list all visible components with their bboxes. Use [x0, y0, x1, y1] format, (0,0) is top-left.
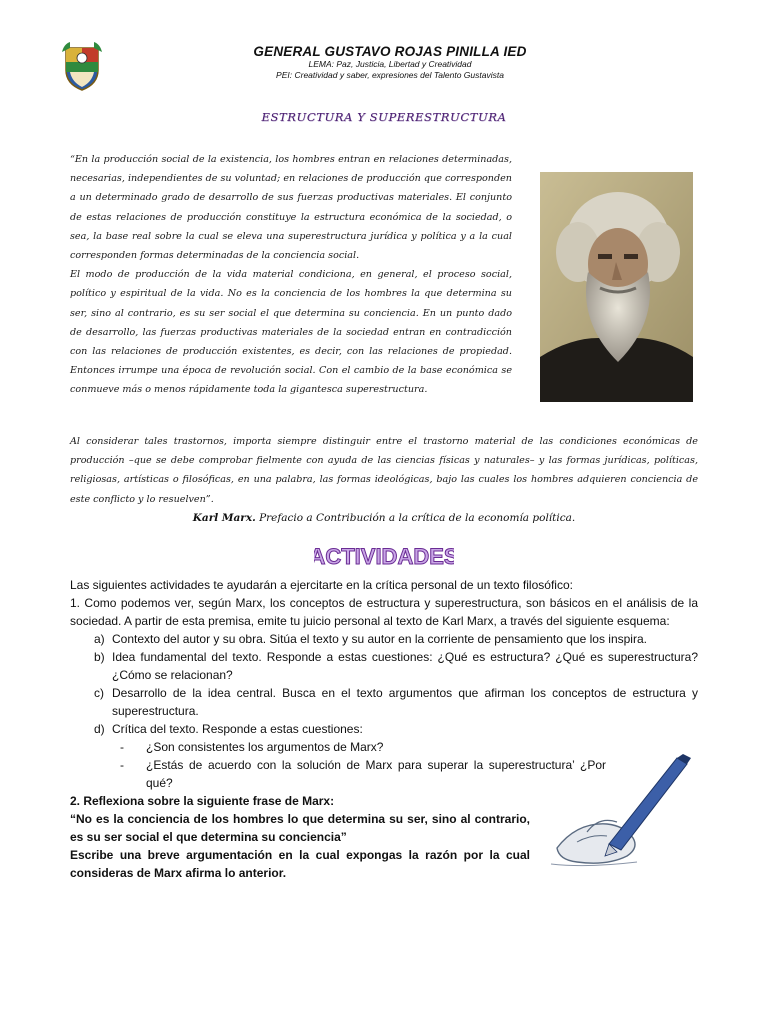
karl-marx-portrait [540, 172, 693, 402]
question-2: 2. Reflexiona sobre la siguiente frase de Marx: [70, 794, 335, 808]
list-marker: a) [94, 632, 105, 646]
list-item-text: Contexto del autor y su obra. Sitúa el texto y su autor en la corriente de pensamiento que los inspira. [112, 632, 647, 646]
citation-author: Karl Marx. [192, 512, 256, 524]
quote-block [70, 150, 512, 400]
school-name: GENERAL GUSTAVO ROJAS PINILLA IED [253, 44, 527, 59]
quote-paragraph-2: El modo de producción de la vida material condiciona, en general, el proceso social, político y espiritual de la vida. No es la conciencia de los hombres la que determina su ser, sino al contrario, es su ser social el que determina su conciencia. En un punto dado de desarrollo, las fuerzas productivas materiales de la sociedad entran en contradicción con las relaciones de producción existentes, es decir, con las relaciones de propiedad. Entonces irrumpe una época de revolución social. Con el cambio de la base económica se conmueve más o menos rápidamente toda la gigantesca superestructura. [70, 269, 512, 396]
list-marker: c) [94, 686, 104, 700]
list-item [70, 648, 698, 684]
document-title: ESTRUCTURA Y SUPERESTRUCTURA [261, 110, 507, 124]
sub-list-item [70, 756, 606, 792]
list-item [70, 630, 698, 648]
activities-heading [314, 541, 454, 571]
sub-list-item-text: ¿Estás de acuerdo con la solución de Marx para superar la superestructura’ ¿Por qué? [146, 758, 606, 790]
document-header [180, 44, 600, 81]
sub-list-item-text: ¿Son consistentes los argumentos de Marx? [146, 740, 384, 754]
list-marker: d) [94, 722, 105, 736]
list-item [70, 684, 698, 720]
list-item-text: Desarrollo de la idea central. Busca en el texto argumentos que afirman los conceptos de estructura y superestructura. [112, 686, 698, 718]
question-2-task: Escribe una breve argumentación en la cual expongas la razón por la cual consideras de Marx afirma lo anterior. [70, 848, 530, 880]
citation-work: Prefacio a Contribución a la crítica de la economía política. [259, 512, 576, 524]
activities-heading-text: ACTIVIDADES [314, 544, 454, 569]
quote-paragraph-3: Al considerar tales trastornos, importa siempre distinguir entre el trastorno material de las condiciones económicas de producción –que se debe comprobar fielmente con ayuda de las ciencias físicas y naturales– y las formas jurídicas, políticas, religiosas, artísticas o filosóficas, en una palabra, las formas ideológicas, bajo las cuales los hombres adquieren conciencia de este conflicto y lo resuelven”. [70, 436, 698, 505]
question-1: 1. Como podemos ver, según Marx, los conceptos de estructura y superestructura, son básicos en el análisis de la sociedad. A partir de esta premisa, emite tu juicio personal al texto de Karl Marx, a través del siguiente esquema: [70, 596, 698, 628]
list-marker: b) [94, 650, 105, 664]
school-motto: LEMA: Paz, Justicia, Libertad y Creatividad [308, 59, 472, 69]
list-item [70, 720, 698, 738]
activities-heading-wrap [0, 541, 768, 576]
school-crest-icon [62, 42, 102, 92]
list-item-text: Crítica del texto. Responde a estas cuestiones: [112, 722, 363, 736]
list-item-text: Idea fundamental del texto. Responde a estas cuestiones: ¿Qué es estructura? ¿Qué es superestructura? ¿Cómo se relacionan? [112, 650, 698, 682]
sub-list-marker: - [120, 740, 124, 754]
sub-list-marker: - [120, 758, 124, 772]
writing-hand-icon [547, 752, 695, 870]
activities-intro: Las siguientes actividades te ayudarán a ejercitarte en la crítica personal de un texto filosófico: [70, 578, 573, 592]
quote-paragraph-1: “En la producción social de la existencia, los hombres entran en relaciones determinadas, necesarias, independientes de su voluntad; en relaciones de producción que corresponden a un determinado grado de desarrollo de sus fuerzas productivas materiales. El conjunto de estas relaciones de producción constituye la estructura económica de la sociedad, o sea, la base real sobre la cual se eleva una superestructura jurídica y política y a la cual corresponden formas determinadas de la conciencia social. [70, 154, 512, 262]
quote-continuation [70, 432, 698, 509]
quote-citation [0, 512, 768, 524]
school-pei: PEI: Creatividad y saber, expresiones del Talento Gustavista [276, 70, 504, 80]
question-2-quote: “No es la conciencia de los hombres lo que determina su ser, sino al contrario, es su ser social el que determina su conciencia” [70, 812, 530, 844]
